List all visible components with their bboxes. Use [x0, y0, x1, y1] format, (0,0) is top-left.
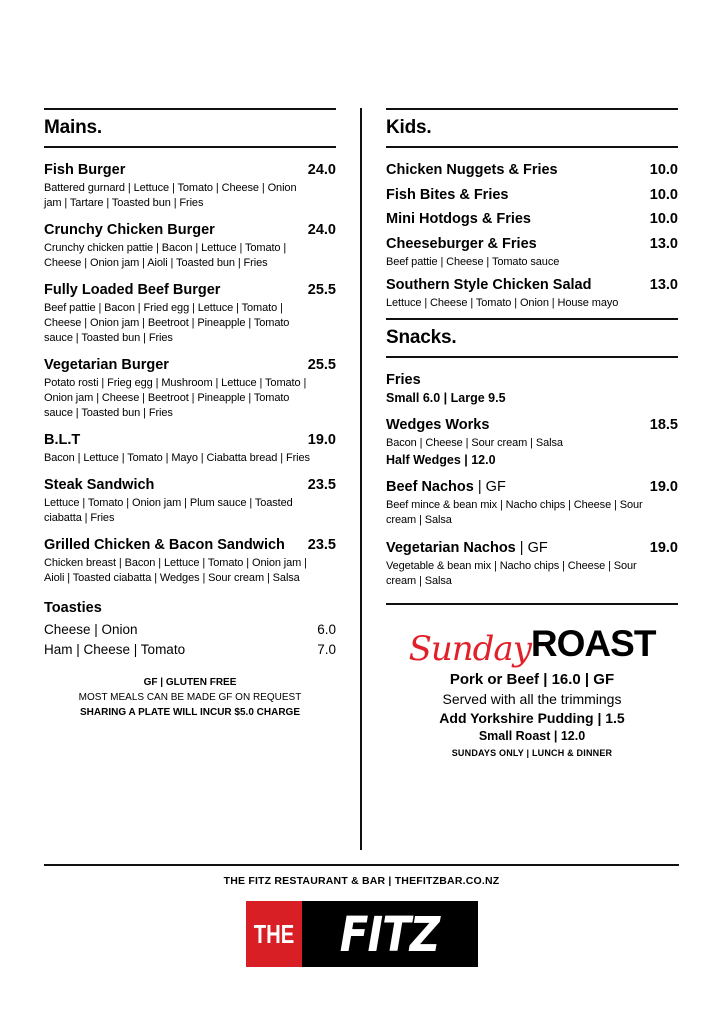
menu-item-row — [386, 417, 678, 435]
sunday-roast-title — [386, 619, 678, 669]
footer-divider — [44, 864, 679, 866]
logo-fitz-block — [302, 901, 478, 967]
menu-item-price: 13.0 — [649, 276, 678, 293]
menu-item-price: 23.5 — [307, 537, 336, 554]
footer-restaurant-website: THE FITZ RESTAURANT & BAR | THEFITZBAR.CO.NZ — [223, 875, 500, 887]
toastie-row — [44, 642, 336, 657]
menu-item-row — [386, 277, 678, 295]
menu-item-price: 19.0 — [307, 432, 336, 449]
menu-item-price: 24.0 — [307, 222, 336, 239]
menu-item-name: Fries — [386, 371, 421, 388]
page-footer — [44, 864, 679, 967]
menu-item-description: Potato rosti | Frieg egg | Mushroom | Lettuce | Tomato | Onion jam | Cheese | Beetroot | Pineapple | Tomato sauce | Toasted bun | Fries — [44, 376, 307, 420]
menu-item-row — [44, 537, 336, 555]
menu-item-price: 10.0 — [649, 211, 678, 228]
menu-item-name-text: Vegetarian Nachos — [386, 540, 516, 557]
menu-item-row — [44, 477, 336, 495]
menu-item — [386, 236, 678, 270]
menu-item-price: 10.0 — [649, 186, 678, 203]
gf-abbreviation-rest: | GLUTEN FREE — [157, 677, 237, 689]
menu-item — [44, 282, 336, 346]
menu-item-row — [386, 372, 678, 390]
menu-item-row — [44, 282, 336, 300]
toasties-heading: Toasties — [44, 600, 102, 617]
toastie-price: 6.0 — [317, 622, 336, 638]
menu-item-name: Cheeseburger & Fries — [386, 236, 537, 253]
gf-tag: | GF — [515, 540, 548, 557]
menu-item-description: Beef pattie | Cheese | Tomato sauce — [386, 255, 560, 268]
menu-item-price: 24.0 — [307, 162, 336, 178]
menu-item-name: Southern Style Chicken Salad — [386, 276, 592, 293]
toastie-name: Ham | Cheese | Tomato — [44, 642, 186, 658]
menu-item-price: 19.0 — [649, 479, 678, 496]
menu-item-price: 23.5 — [307, 477, 336, 494]
menu-item — [44, 162, 336, 211]
menu-item — [44, 432, 336, 466]
menu-item-name: Mini Hotdogs & Fries — [386, 211, 531, 228]
toastie-price: 7.0 — [317, 642, 336, 658]
sunday-script-text: Sunday — [408, 629, 531, 670]
menu-item-name: Grilled Chicken & Bacon Sandwich — [44, 537, 285, 554]
menu-item-name — [386, 540, 650, 558]
menu-item-half-portion: Half Wedges | 12.0 — [386, 453, 496, 468]
menu-item-description: Bacon | Lettuce | Tomato | Mayo | Ciabatta bread | Fries — [44, 452, 310, 465]
snacks-section — [386, 318, 678, 590]
menu-item-name: Fish Burger — [44, 162, 126, 178]
menu-item-description: Battered gurnard | Lettuce | Tomato | Cheese | Onion jam | Tartare | Toasted bun | Fries — [44, 181, 297, 209]
menu-item-row — [386, 187, 678, 205]
fitz-logo — [246, 901, 478, 967]
menu-item-row — [386, 162, 678, 180]
menu-item-description: Beef mince & bean mix | Nacho chips | Cheese | Sour cream | Salsa — [386, 499, 643, 527]
menu-item — [386, 540, 678, 589]
menu-item-row — [386, 236, 678, 254]
menu-item-sizes: Small 6.0 | Large 9.5 — [386, 391, 506, 406]
roast-text: ROAST — [530, 623, 656, 665]
logo-fitz-text: FITZ — [339, 905, 440, 963]
roast-price-line: Pork or Beef | 16.0 | GF — [449, 671, 615, 689]
menu-item — [386, 162, 678, 180]
menu-item-row — [386, 211, 678, 229]
menu-item-name: Fully Loaded Beef Burger — [44, 282, 221, 299]
gf-note-line-2: MOST MEALS CAN BE MADE GF ON REQUEST — [78, 692, 302, 704]
sunday-roast-section — [386, 603, 678, 758]
column-divider — [360, 108, 362, 850]
menu-item-description: Lettuce | Tomato | Onion jam | Plum sauce | Toasted ciabatta | Fries — [44, 497, 293, 525]
sharing-plate-note: SHARING A PLATE WILL INCUR $5.0 CHARGE — [79, 707, 300, 719]
section-title-snacks: Snacks. — [386, 318, 678, 358]
menu-item-price: 13.0 — [649, 236, 678, 253]
gf-tag: | GF — [473, 479, 506, 496]
menu-item-name: Crunchy Chicken Burger — [44, 222, 215, 239]
menu-item-name: Vegetarian Burger — [44, 357, 169, 374]
menu-item-row — [386, 540, 678, 558]
menu-item-price: 19.0 — [649, 540, 678, 557]
roast-trimmings-line: Served with all the trimmings — [442, 691, 622, 708]
toastie-name: Cheese | Onion — [44, 622, 138, 638]
menu-item — [386, 417, 678, 467]
gluten-free-note — [44, 675, 336, 720]
menu-item-name: Steak Sandwich — [44, 477, 155, 494]
roast-availability-line: SUNDAYS ONLY | LUNCH & DINNER — [451, 748, 613, 759]
menu-columns — [44, 108, 679, 850]
gf-abbreviation: GF — [143, 677, 158, 689]
roast-small-line: Small Roast | 12.0 — [478, 729, 586, 744]
menu-item-row — [386, 479, 678, 497]
menu-item — [44, 222, 336, 271]
menu-item-name: Fish Bites & Fries — [386, 186, 509, 203]
toastie-row — [44, 622, 336, 637]
section-title-kids: Kids. — [386, 108, 678, 148]
menu-item — [386, 277, 678, 311]
mains-column — [44, 108, 336, 850]
menu-item — [44, 357, 336, 421]
logo-the-text: THE — [253, 918, 294, 949]
menu-item-description: Lettuce | Cheese | Tomato | Onion | House mayo — [386, 296, 619, 309]
menu-item-description: Beef pattie | Bacon | Fried egg | Lettuce | Tomato | Cheese | Onion jam | Beetroot | Pineapple | Tomato sauce | Toasted bun | Fries — [44, 301, 290, 345]
menu-item — [386, 479, 678, 528]
menu-item-price: 10.0 — [649, 162, 678, 178]
roast-yorkshire-line: Add Yorkshire Pudding | 1.5 — [439, 710, 625, 727]
menu-item-description: Chicken breast | Bacon | Lettuce | Tomato | Onion jam | Aioli | Toasted ciabatta | Wedges | Sour cream | Salsa — [44, 557, 307, 585]
kids-snacks-column — [386, 108, 678, 850]
menu-item — [386, 211, 678, 229]
menu-item-price: 25.5 — [307, 282, 336, 299]
logo-the-block — [246, 901, 302, 967]
menu-item-name: Chicken Nuggets & Fries — [386, 162, 558, 178]
menu-item-name: B.L.T — [44, 432, 81, 449]
menu-item-description: Crunchy chicken pattie | Bacon | Lettuce | Tomato | Cheese | Onion jam | Aioli | Toasted bun | Fries — [44, 241, 287, 269]
menu-item-price: 18.5 — [649, 417, 678, 434]
menu-item — [44, 477, 336, 526]
menu-item-row — [44, 162, 336, 180]
gf-note-line-1 — [44, 675, 336, 690]
menu-item-name-text: Beef Nachos — [386, 479, 474, 496]
menu-item-price: 25.5 — [307, 357, 336, 374]
menu-item-name — [386, 479, 650, 497]
section-title-mains: Mains. — [44, 108, 336, 148]
menu-item-row — [44, 222, 336, 240]
menu-item — [386, 187, 678, 205]
menu-item-row — [44, 357, 336, 375]
menu-item-name: Wedges Works — [386, 417, 490, 434]
menu-item-row — [44, 432, 336, 450]
menu-item — [386, 372, 678, 406]
menu-item-description: Bacon | Cheese | Sour cream | Salsa — [386, 437, 563, 450]
menu-item-description: Vegetable & bean mix | Nacho chips | Cheese | Sour cream | Salsa — [386, 560, 637, 588]
kids-section — [386, 108, 678, 311]
mains-list — [44, 162, 336, 586]
menu-item — [44, 537, 336, 586]
